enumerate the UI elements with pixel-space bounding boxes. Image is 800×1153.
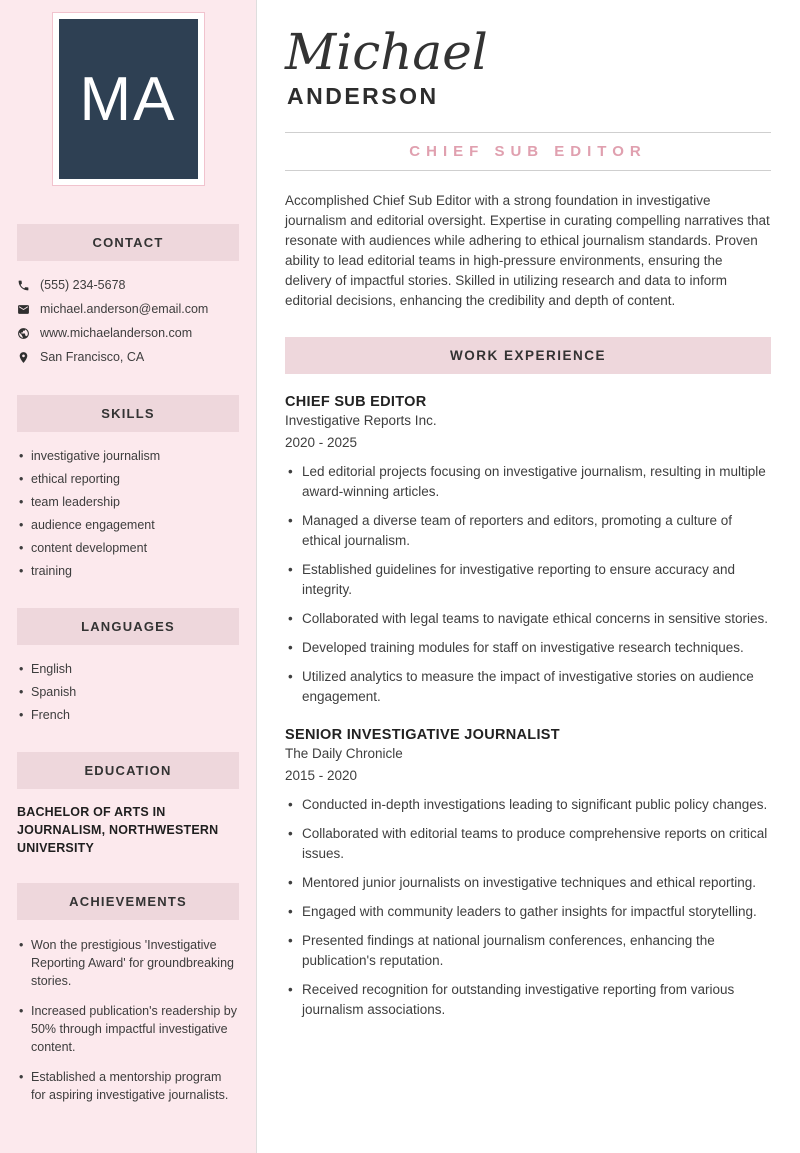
achievements-section <box>17 883 239 1107</box>
page-title: CHIEF SUB EDITOR <box>409 142 647 160</box>
job-bullet: • Mentored junior journalists on investigative techniques and ethical reporting. <box>285 873 771 893</box>
job-title: SENIOR INVESTIGATIVE JOURNALIST <box>285 726 560 743</box>
job-company: Investigative Reports Inc. <box>285 412 437 428</box>
languages-list <box>17 657 239 726</box>
phone-icon <box>17 279 30 292</box>
profile-photo-frame <box>52 12 205 186</box>
profile-summary: Accomplished Chief Sub Editor with a strong foundation in investigative journalism and editorial oversight. Expertise in curating compelling narratives that resonate with audiences while adhering to ethical journalism standards. Proven ability to lead editorial teams in high-pressure environments, ensuring the delivery of impactful stories. Skilled in utilizing research and data to inform editorial decisions, enhancing the credibility and depth of content. <box>285 192 770 308</box>
skill-item: • ethical reporting <box>17 467 239 490</box>
contact-section <box>17 224 239 369</box>
education-heading: EDUCATION <box>17 752 239 789</box>
skill-item: • investigative journalism <box>17 444 239 467</box>
job-bullet: • Led editorial projects focusing on investigative journalism, resulting in multiple award-winning articles. <box>285 462 771 502</box>
skills-heading: SKILLS <box>17 395 239 432</box>
achievements-list <box>17 932 239 1107</box>
email-icon <box>17 303 30 316</box>
skill-item: • team leadership <box>17 490 239 513</box>
language-item: • English <box>17 657 239 680</box>
skills-section <box>17 395 239 582</box>
languages-section <box>17 608 239 726</box>
job-bullet: • Collaborated with editorial teams to produce comprehensive reports on critical issues. <box>285 824 771 864</box>
contact-website-text: www.michaelanderson.com <box>40 326 193 340</box>
education-degree: BACHELOR OF ARTS IN JOURNALISM, NORTHWESTERN UNIVERSITY <box>17 805 219 855</box>
language-item: • French <box>17 703 239 726</box>
job-title: CHIEF SUB EDITOR <box>285 393 427 410</box>
job-bullet: • Presented findings at national journalism conferences, enhancing the publication's reputation. <box>285 931 771 971</box>
contact-location-text: San Francisco, CA <box>40 350 145 364</box>
education-section <box>17 752 239 857</box>
achievement-item: • Increased publication's readership by 50% through impactful investigative content. <box>17 998 239 1059</box>
profile-initials: MA <box>59 19 198 179</box>
location-icon <box>17 351 30 364</box>
job-company: The Daily Chronicle <box>285 745 403 761</box>
achievement-item: • Won the prestigious 'Investigative Reporting Award' for groundbreaking stories. <box>17 932 239 993</box>
sidebar <box>0 0 257 1153</box>
first-name: Michael <box>285 23 488 81</box>
job-entry <box>285 394 771 707</box>
skill-item: • training <box>17 559 239 582</box>
main-content <box>257 0 800 1153</box>
contact-heading: CONTACT <box>17 224 239 261</box>
job-bullet: • Utilized analytics to measure the impact of investigative stories on audience engagement. <box>285 667 771 707</box>
skill-item: • content development <box>17 536 239 559</box>
divider <box>285 170 771 171</box>
last-name: ANDERSON <box>287 82 439 109</box>
skills-list <box>17 444 239 582</box>
work-experience-list <box>285 394 771 1020</box>
contact-phone-text: (555) 234-5678 <box>40 278 126 292</box>
job-bullet: • Managed a diverse team of reporters and editors, promoting a culture of ethical journalism. <box>285 511 771 551</box>
languages-heading: LANGUAGES <box>17 608 239 645</box>
job-bullet-list <box>285 462 771 707</box>
job-dates: 2020 - 2025 <box>285 434 358 450</box>
job-bullet: • Engaged with community leaders to gather insights for impactful storytelling. <box>285 902 771 922</box>
achievement-item: • Established a mentorship program for aspiring investigative journalists. <box>17 1064 239 1107</box>
job-bullet-list <box>285 795 771 1020</box>
contact-location-row <box>17 345 239 369</box>
achievements-heading: ACHIEVEMENTS <box>17 883 239 920</box>
job-entry <box>285 727 771 1020</box>
skill-item: • audience engagement <box>17 513 239 536</box>
contact-email-text: michael.anderson@email.com <box>40 302 209 316</box>
job-bullet: • Established guidelines for investigative reporting to ensure accuracy and integrity. <box>285 560 771 600</box>
job-dates: 2015 - 2020 <box>285 767 358 783</box>
job-bullet: • Conducted in-depth investigations leading to significant public policy changes. <box>285 795 771 815</box>
globe-icon <box>17 327 30 340</box>
name-header <box>285 23 771 110</box>
job-bullet: • Collaborated with legal teams to navigate ethical concerns in sensitive stories. <box>285 609 771 629</box>
language-item: • Spanish <box>17 680 239 703</box>
contact-email-row <box>17 297 239 321</box>
contact-phone-row <box>17 273 239 297</box>
work-experience-heading: WORK EXPERIENCE <box>285 337 771 374</box>
job-bullet: • Received recognition for outstanding investigative reporting from various journalism associations. <box>285 980 771 1020</box>
contact-website-row <box>17 321 239 345</box>
job-bullet: • Developed training modules for staff on investigative research techniques. <box>285 638 771 658</box>
